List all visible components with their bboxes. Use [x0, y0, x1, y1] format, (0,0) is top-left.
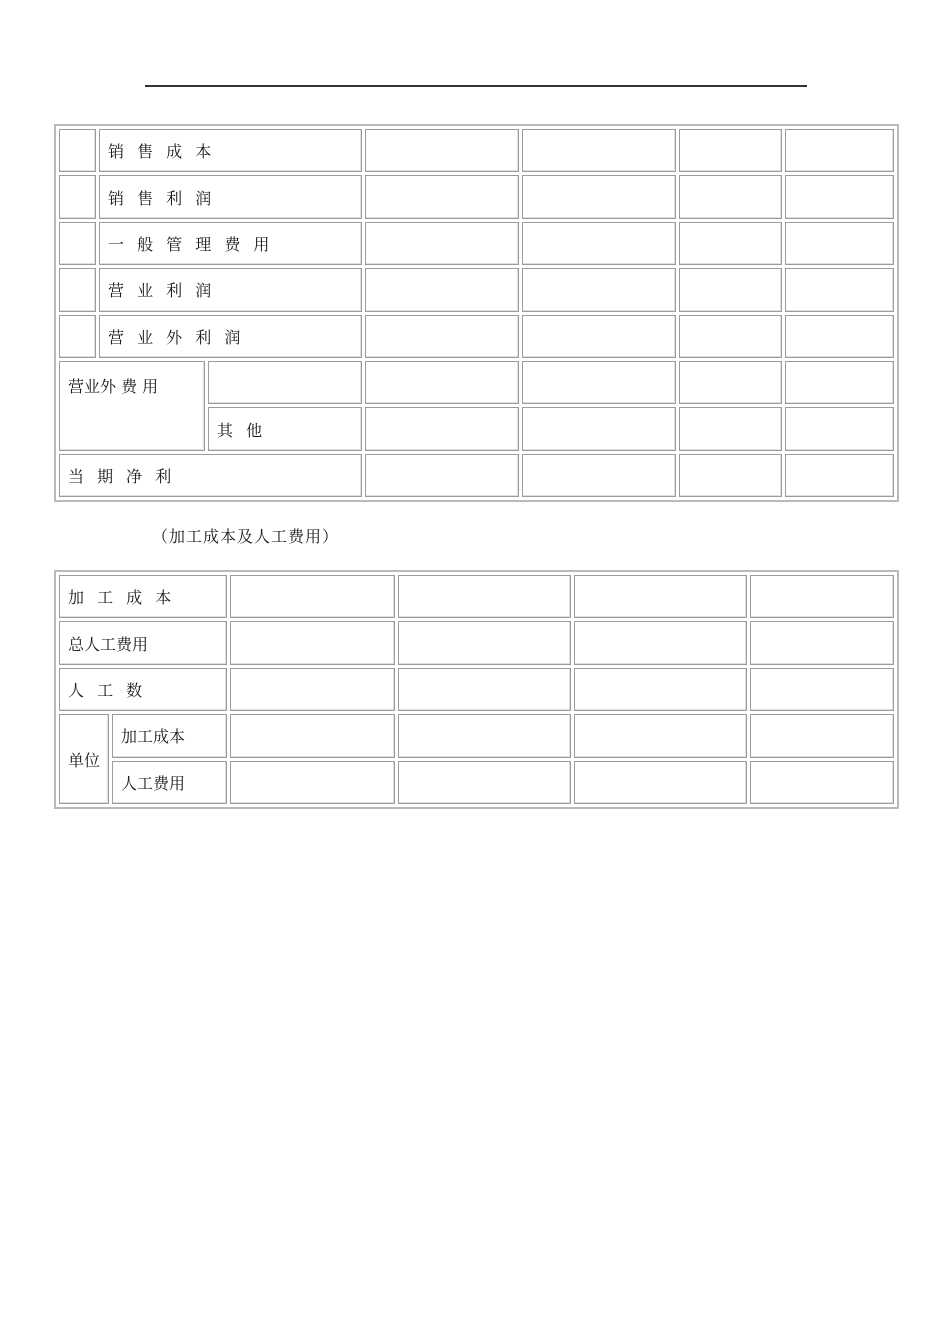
value-cell[interactable]: [679, 407, 782, 450]
value-cell[interactable]: [365, 407, 519, 450]
table-row: [59, 315, 894, 358]
value-cell[interactable]: [574, 761, 747, 804]
value-cell[interactable]: [750, 621, 894, 664]
row-label: 加 工 成 本: [59, 575, 227, 618]
table-row: [59, 222, 894, 265]
table-row: [59, 454, 894, 497]
value-cell[interactable]: [750, 761, 894, 804]
value-cell[interactable]: [785, 407, 894, 450]
row-label: 营 业 外 利 润: [99, 315, 362, 358]
value-cell[interactable]: [785, 361, 894, 404]
value-cell[interactable]: [679, 268, 782, 311]
value-cell[interactable]: [398, 714, 571, 757]
value-cell[interactable]: [398, 761, 571, 804]
header-rule: [145, 85, 807, 87]
value-cell[interactable]: [230, 575, 395, 618]
value-cell[interactable]: [365, 175, 519, 218]
table-row: [59, 175, 894, 218]
value-cell[interactable]: [365, 222, 519, 265]
value-cell[interactable]: [785, 268, 894, 311]
value-cell[interactable]: [785, 454, 894, 497]
row-label: 销 售 利 润: [99, 175, 362, 218]
value-cell[interactable]: [679, 222, 782, 265]
value-cell[interactable]: [230, 621, 395, 664]
table-row: [59, 714, 894, 757]
value-cell[interactable]: [522, 222, 676, 265]
row-label: 一 般 管 理 费 用: [99, 222, 362, 265]
sub-label-cell: [208, 361, 362, 404]
value-cell[interactable]: [785, 175, 894, 218]
row-label: 营 业 利 润: [99, 268, 362, 311]
index-cell: [59, 222, 96, 265]
value-cell[interactable]: [522, 175, 676, 218]
value-cell[interactable]: [750, 714, 894, 757]
row-label: 总人工费用: [59, 621, 227, 664]
table-row: [59, 575, 894, 618]
income-statement-table: [54, 124, 899, 502]
sub-label-cell: 其 他: [208, 407, 362, 450]
nonop-expense-label: 营业外 费 用: [59, 361, 205, 451]
table-row: [59, 761, 894, 804]
value-cell[interactable]: [230, 761, 395, 804]
row-label: 销 售 成 本: [99, 129, 362, 172]
value-cell[interactable]: [679, 454, 782, 497]
unit-sub-label: 加工成本: [112, 714, 227, 757]
value-cell[interactable]: [679, 129, 782, 172]
value-cell[interactable]: [574, 621, 747, 664]
value-cell[interactable]: [522, 361, 676, 404]
section-caption: （加工成本及人工费用）: [152, 527, 340, 546]
table-row: [59, 621, 894, 664]
processing-cost-table: [54, 570, 899, 809]
value-cell[interactable]: [574, 668, 747, 711]
table-row: [59, 668, 894, 711]
table-row: [59, 129, 894, 172]
value-cell[interactable]: [522, 129, 676, 172]
value-cell[interactable]: [679, 361, 782, 404]
value-cell[interactable]: [785, 129, 894, 172]
net-profit-label: 当 期 净 利: [59, 454, 362, 497]
value-cell[interactable]: [230, 714, 395, 757]
value-cell[interactable]: [230, 668, 395, 711]
value-cell[interactable]: [365, 315, 519, 358]
row-label: 人 工 数: [59, 668, 227, 711]
value-cell[interactable]: [785, 222, 894, 265]
value-cell[interactable]: [522, 315, 676, 358]
value-cell[interactable]: [398, 668, 571, 711]
value-cell[interactable]: [679, 175, 782, 218]
index-cell: [59, 129, 96, 172]
value-cell[interactable]: [750, 575, 894, 618]
value-cell[interactable]: [574, 714, 747, 757]
value-cell[interactable]: [398, 575, 571, 618]
value-cell[interactable]: [522, 268, 676, 311]
value-cell[interactable]: [679, 315, 782, 358]
index-cell: [59, 175, 96, 218]
value-cell[interactable]: [750, 668, 894, 711]
value-cell[interactable]: [365, 268, 519, 311]
index-cell: [59, 268, 96, 311]
value-cell[interactable]: [398, 621, 571, 664]
unit-label: 单位: [59, 714, 109, 804]
value-cell[interactable]: [574, 575, 747, 618]
unit-sub-label: 人工费用: [112, 761, 227, 804]
table-row: [59, 361, 894, 404]
index-cell: [59, 315, 96, 358]
value-cell[interactable]: [522, 407, 676, 450]
value-cell[interactable]: [522, 454, 676, 497]
table-row: [59, 268, 894, 311]
value-cell[interactable]: [365, 129, 519, 172]
value-cell[interactable]: [785, 315, 894, 358]
value-cell[interactable]: [365, 454, 519, 497]
value-cell[interactable]: [365, 361, 519, 404]
